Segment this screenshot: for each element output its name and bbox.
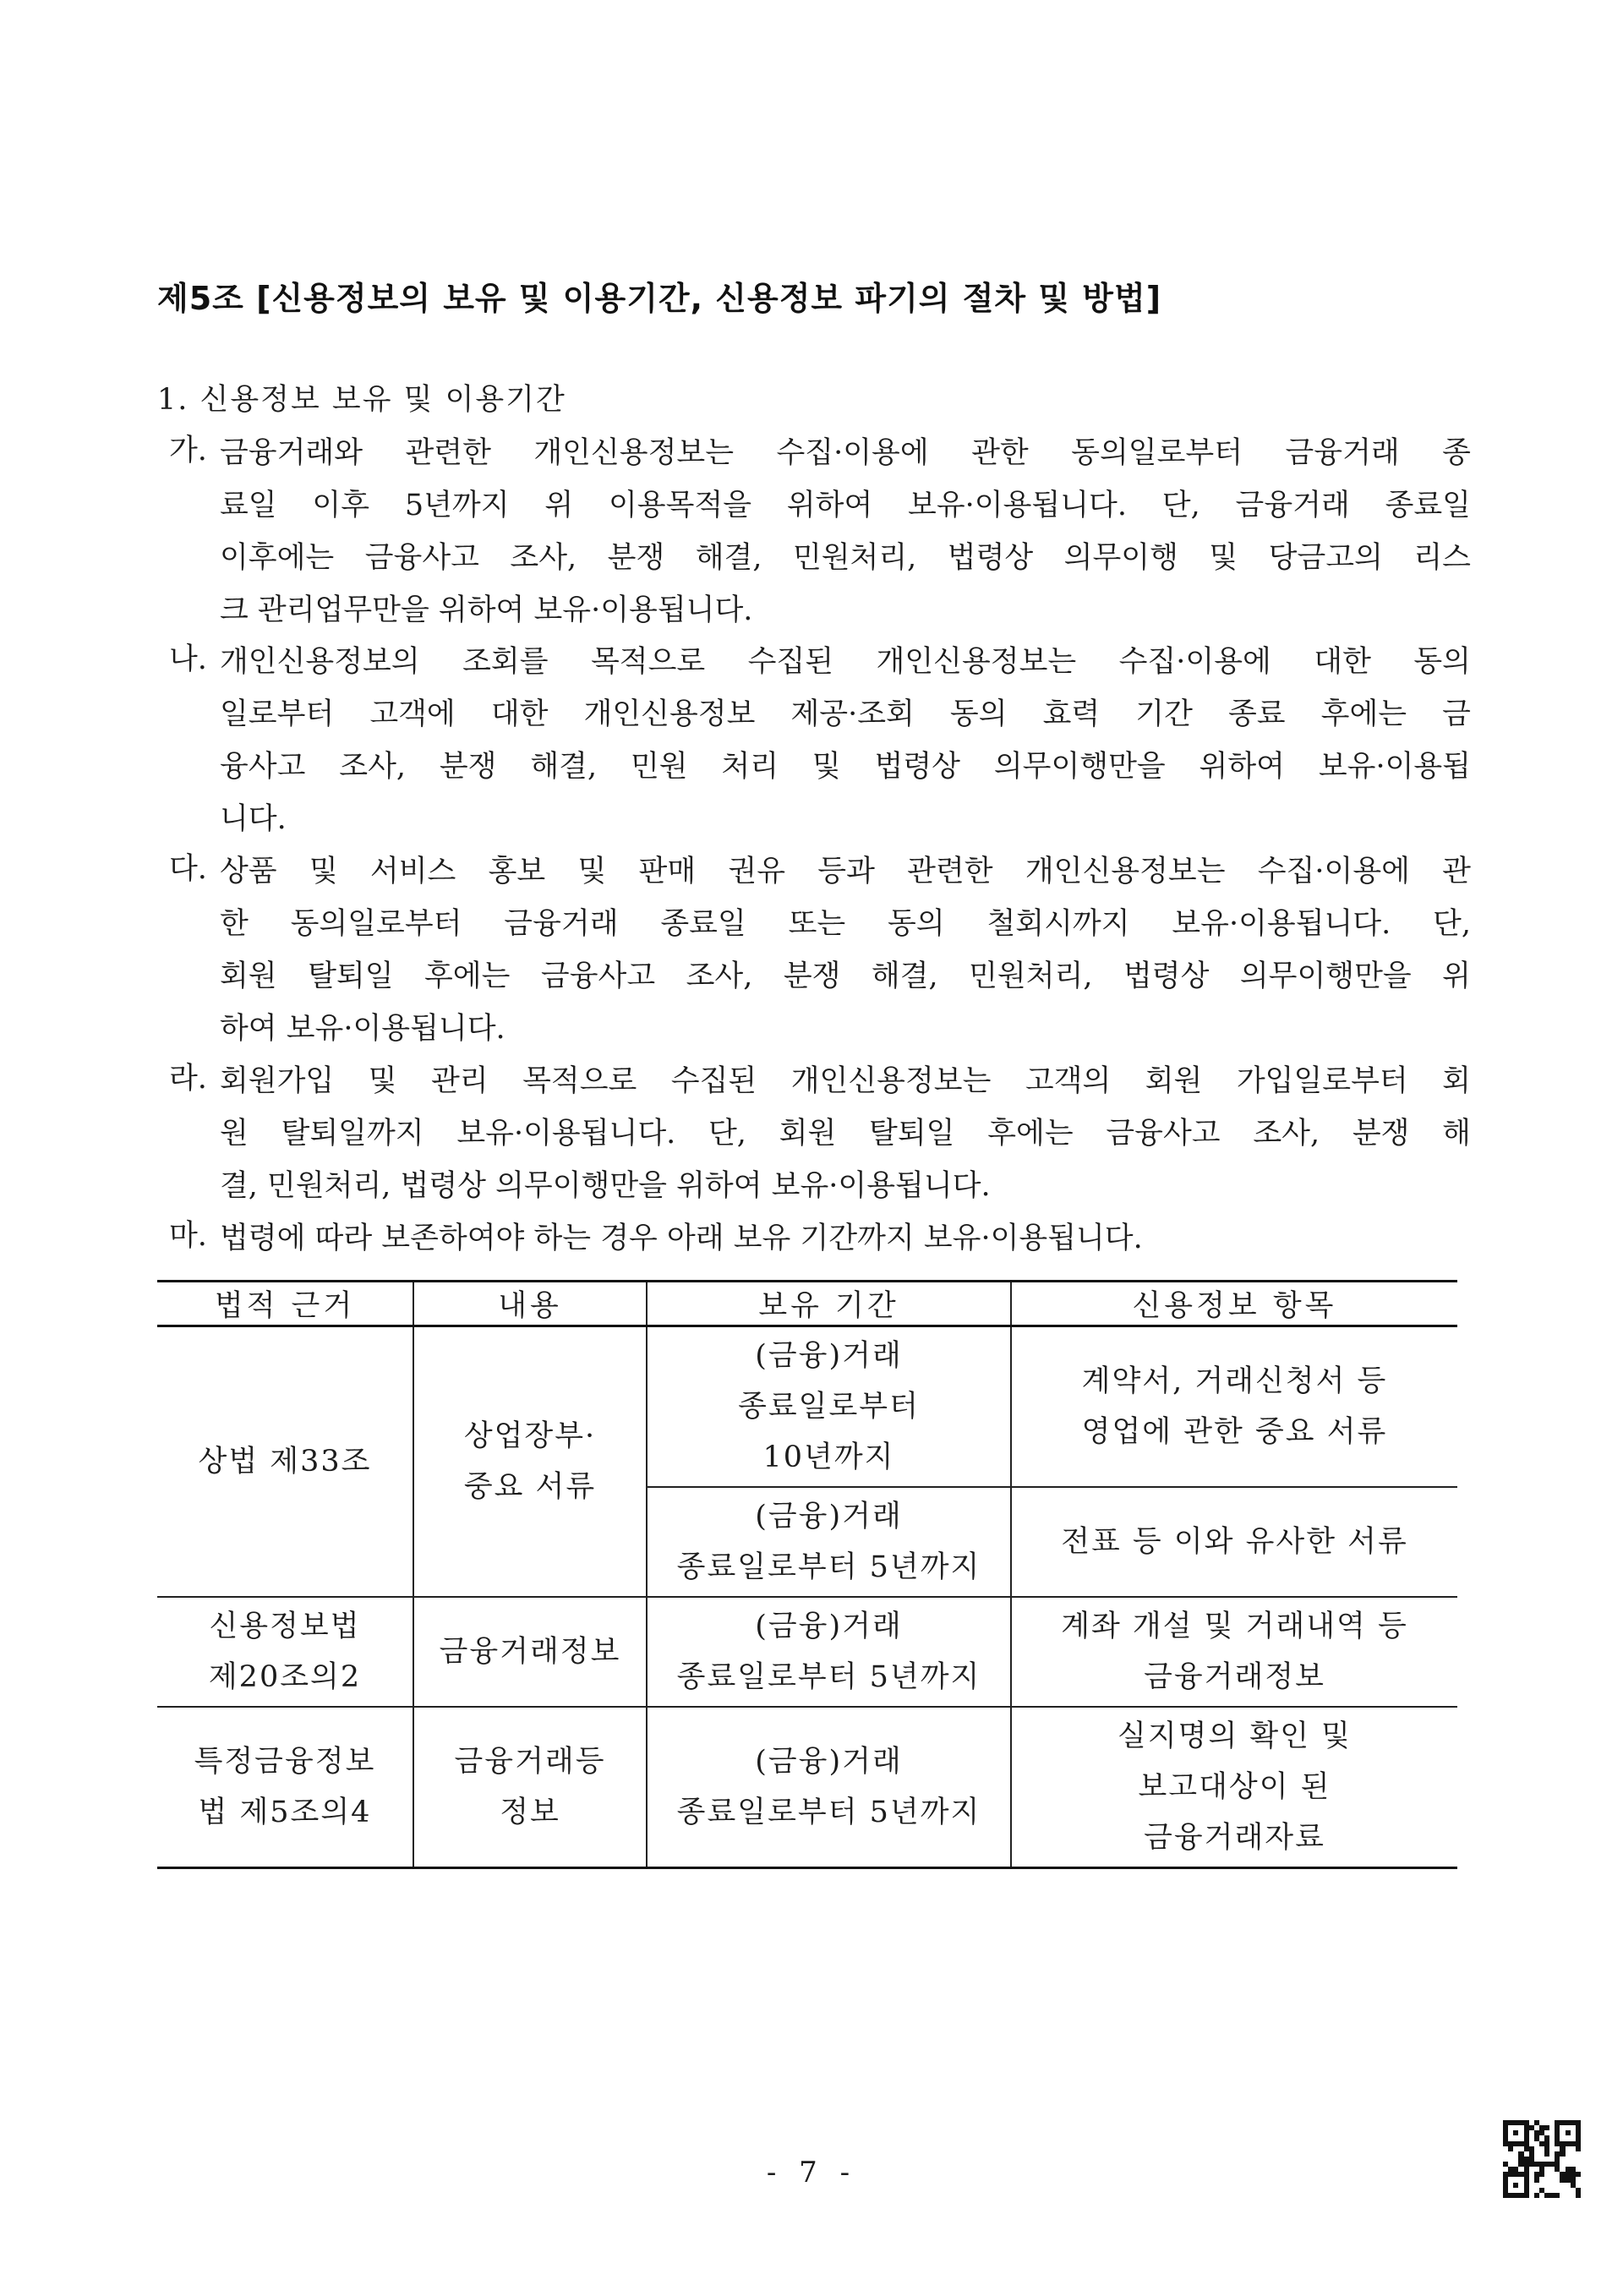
cell-line: 중요 서류 (463, 1470, 597, 1504)
table-cell-items (1011, 1597, 1457, 1707)
qr-code-icon (1503, 2120, 1581, 2198)
table-cell-items (1011, 1326, 1457, 1488)
cell-line: 보고대상이 된 (1138, 1770, 1331, 1804)
list-marker: 다. (169, 852, 207, 886)
cell-line: 종료일로부터 (738, 1390, 920, 1424)
text-line: 결, 민원처리, 법령상 의무이행만을 위하여 보유·이용됩니다. (220, 1169, 991, 1203)
cell-line: 제20조의2 (208, 1660, 362, 1694)
cell-line: 계좌 개설 및 거래내역 등 (1061, 1610, 1408, 1643)
table-cell-period (647, 1597, 1011, 1707)
list-marker: 라. (169, 1062, 207, 1096)
text-line: 상품 및 서비스 홍보 및 판매 권유 등과 관련한 개인신용정보는 수집·이용에 관 (220, 855, 1471, 888)
section-title: 1. 신용정보 보유 및 이용기간 (157, 383, 566, 417)
cell-line: 종료일로부터 5년까지 (676, 1550, 981, 1584)
list-marker: 가. (169, 434, 207, 467)
column-header: 내용 (413, 1282, 647, 1326)
text-line: 회원 탈퇴일 후에는 금융사고 조사, 분쟁 해결, 민원처리, 법령상 의무이행만을 위 (220, 959, 1471, 993)
table-cell-items (1011, 1707, 1457, 1868)
column-header: 법적 근거 (157, 1282, 413, 1326)
text-line: 회원가입 및 관리 목적으로 수집된 개인신용정보는 고객의 회원 가입일로부터 회 (220, 1064, 1471, 1098)
list-item-na (169, 636, 1471, 845)
cell-line: 금융거래자료 (1144, 1821, 1325, 1855)
cell-line: 종료일로부터 5년까지 (676, 1796, 981, 1829)
text-line: 료일 이후 5년까지 위 이용목적을 위하여 보유·이용됩니다. 단, 금융거래 종료일 (220, 489, 1471, 522)
table-cell-period (647, 1326, 1011, 1488)
table-row (157, 1326, 1457, 1488)
cell-line: 종료일로부터 5년까지 (676, 1660, 981, 1694)
cell-line: (금융)거래 (755, 1745, 903, 1779)
text-line: 금융거래와 관련한 개인신용정보는 수집·이용에 관한 동의일로부터 금융거래 종 (220, 436, 1471, 470)
table-cell-content: 금융거래정보 (413, 1597, 647, 1707)
table-header-row (157, 1282, 1457, 1326)
list-item-da (169, 845, 1471, 1055)
cell-line: 금융거래정보 (1144, 1660, 1325, 1694)
table-row (157, 1707, 1457, 1868)
cell-line: (금융)거래 (755, 1610, 903, 1643)
list-item-ma (169, 1212, 1471, 1265)
page-number: - 7 - (766, 2156, 857, 2189)
text-line: 융사고 조사, 분쟁 해결, 민원 처리 및 법령상 의무이행만을 위하여 보유·이용됩 (220, 750, 1471, 784)
cell-line: 정보 (500, 1796, 560, 1829)
table-cell-basis (157, 1597, 413, 1707)
cell-line: 금융거래등 (454, 1745, 606, 1779)
table-cell-basis (157, 1707, 413, 1868)
text-line: 개인신용정보의 조회를 목적으로 수집된 개인신용정보는 수집·이용에 대한 동의 (220, 645, 1471, 679)
article-heading: 제5조 [신용정보의 보유 및 이용기간, 신용정보 파기의 절차 및 방법] (157, 280, 1162, 317)
text-line: 원 탈퇴일까지 보유·이용됩니다. 단, 회원 탈퇴일 후에는 금융사고 조사, 분쟁 해 (220, 1117, 1471, 1151)
table-cell-period (647, 1707, 1011, 1868)
list-item-ra (169, 1055, 1471, 1212)
cell-line: 상업장부· (463, 1419, 597, 1453)
list-item-ga (169, 427, 1471, 637)
cell-line: 법 제5조의4 (198, 1796, 372, 1829)
column-header: 신용정보 항목 (1011, 1282, 1457, 1326)
column-header: 보유 기간 (647, 1282, 1011, 1326)
cell-line: 영업에 관한 중요 서류 (1081, 1415, 1388, 1449)
table-cell-content (413, 1326, 647, 1598)
list-marker: 나. (169, 642, 207, 676)
text-line: 니다. (220, 802, 287, 836)
text-line: 일로부터 고객에 대한 개인신용정보 제공·조회 동의 효력 기간 종료 후에는 금 (220, 697, 1471, 731)
cell-line: (금융)거래 (755, 1500, 903, 1533)
table-row (157, 1597, 1457, 1707)
table-cell-basis: 상법 제33조 (157, 1326, 413, 1598)
cell-line: 10년까지 (762, 1440, 895, 1474)
cell-line: 특정금융정보 (194, 1745, 376, 1779)
table-cell-period (647, 1487, 1011, 1597)
text-line: 크 관리업무만을 위하여 보유·이용됩니다. (220, 593, 753, 627)
list-marker: 마. (169, 1219, 207, 1253)
cell-line: 전표 등 이와 유사한 서류 (1061, 1525, 1408, 1559)
table-cell-items (1011, 1487, 1457, 1597)
cell-line: 신용정보법 (209, 1610, 361, 1643)
cell-line: (금융)거래 (755, 1339, 903, 1373)
cell-line: 실지명의 확인 및 (1118, 1719, 1352, 1753)
retention-period-table (157, 1280, 1457, 1869)
text-line: 법령에 따라 보존하여야 하는 경우 아래 보유 기간까지 보유·이용됩니다. (220, 1222, 1143, 1255)
cell-line: 계약서, 거래신청서 등 (1081, 1364, 1388, 1398)
text-line: 한 동의일로부터 금융거래 종료일 또는 동의 철회시까지 보유·이용됩니다. 단, (220, 907, 1471, 941)
text-line: 이후에는 금융사고 조사, 분쟁 해결, 민원처리, 법령상 의무이행 및 당금고의 리스 (220, 541, 1471, 575)
text-line: 하여 보유·이용됩니다. (220, 1012, 505, 1046)
table-cell-content (413, 1707, 647, 1868)
